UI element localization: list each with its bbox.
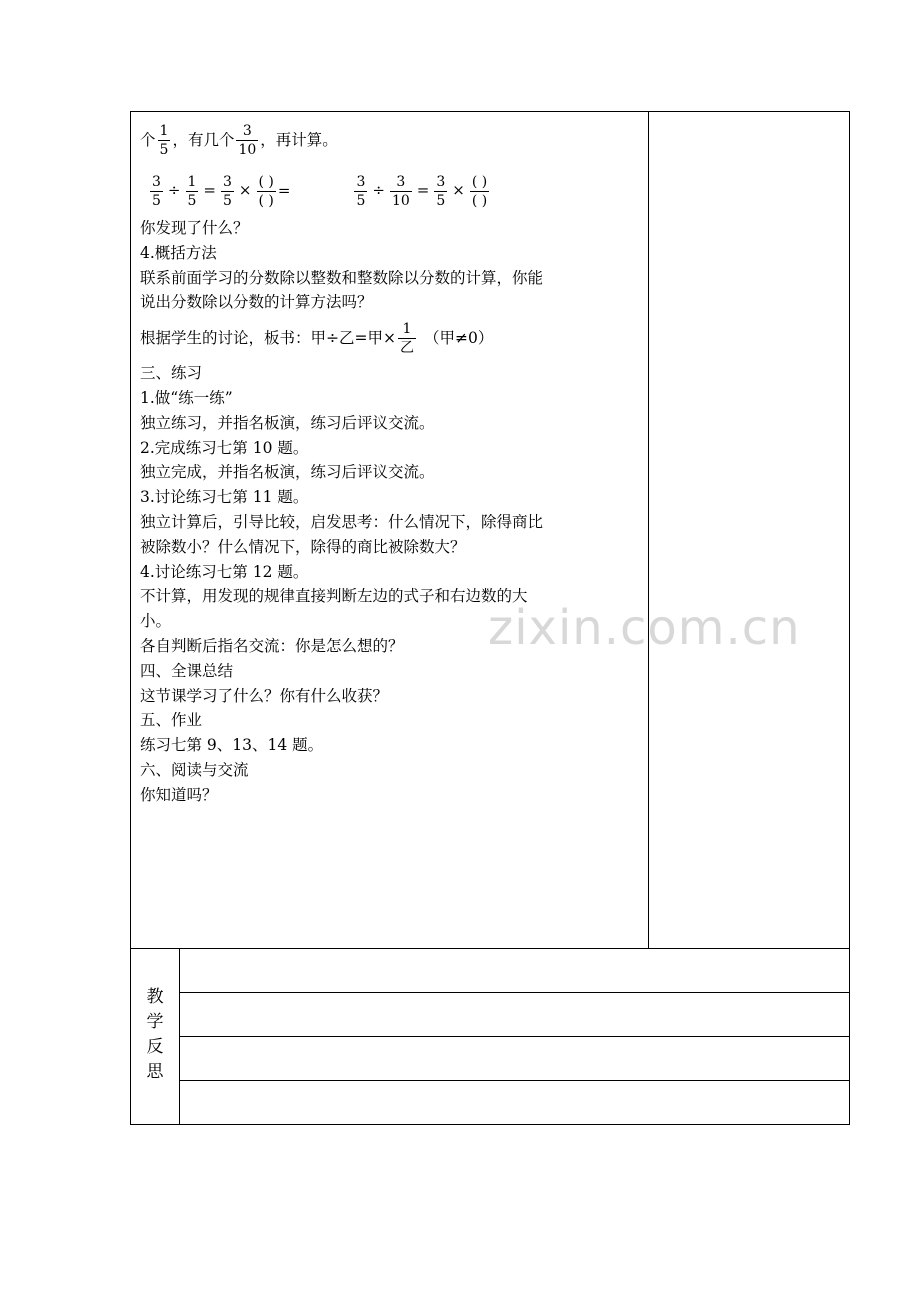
reflection-line-3 — [179, 1080, 849, 1081]
table-border-bottom — [130, 1124, 850, 1125]
text-line: 独立计算后，引导比较，启发思考：什么情况下，除得商比 — [140, 512, 544, 531]
text-line: 这节课学习了什么？你有什么收获？ — [140, 686, 389, 705]
text-line: 四、全课总结 — [140, 661, 234, 680]
text-line: 1.做“练一练” — [140, 388, 233, 407]
fraction: $\frac{3}{5}$ — [223, 173, 232, 209]
fraction: $\frac{3}{10}$ — [238, 122, 257, 158]
fraction: $\frac{1}{5}$ — [159, 122, 169, 158]
column-divider — [648, 111, 649, 948]
fraction: $\frac{1}{\text{乙}}$ — [399, 320, 414, 356]
equation-2: $\frac{3}{5}$ ÷ $\frac{3}{10}$ = $\frac{3}{5}$ × $\frac{( )}{( )}$ — [356, 173, 488, 209]
fraction: $\frac{3}{5}$ — [152, 173, 161, 209]
fraction: $\frac{3}{5}$ — [436, 173, 446, 209]
table-border-left — [130, 111, 131, 1125]
text-line: 2.完成练习七第 10 题。 — [140, 438, 309, 457]
text-line: 小。 — [140, 612, 172, 631]
equation-1: $\frac{3}{5}$ ÷ $\frac{1}{5}$ = $\frac{3}{5}$ × $\frac{( )}{( )}$ = — [152, 173, 291, 209]
text-line: 被除数小？什么情况下，除得的商比被除数大？ — [140, 537, 466, 556]
rule-line — [140, 315, 640, 361]
fraction: $\frac{1}{5}$ — [187, 173, 197, 209]
equations-row — [140, 166, 640, 216]
table-border-top — [130, 111, 850, 112]
text-line: 五、作业 — [140, 711, 203, 730]
blank-fraction: $\frac{( )}{( )}$ — [258, 173, 274, 209]
watermark: zixin.com.cn — [488, 600, 801, 656]
text-line: 独立完成，并指名板演，练习后评议交流。 — [140, 463, 435, 482]
text-line: 联系前面学习的分数除以整数和整数除以分数的计算，你能 — [140, 268, 544, 287]
text-line: 六、阅读与交流 — [140, 760, 249, 779]
text-line: 不计算，用发现的规律直接判断左边的式子和右边数的大 — [140, 587, 528, 606]
line-count-fractions — [140, 114, 640, 166]
reflection-line-1 — [179, 992, 849, 993]
text-line: 4.概括方法 — [140, 243, 217, 262]
text-segment: 根据学生的讨论，板书：甲÷乙=甲× — [140, 328, 396, 347]
blank-fraction: $\frac{( )}{( )}$ — [471, 173, 488, 209]
text-segment: ，再计算。 — [260, 130, 338, 149]
text-line: 你知道吗？ — [140, 785, 218, 804]
text-line: 你发现了什么？ — [140, 219, 249, 237]
table-border-right — [849, 111, 850, 1125]
text-line: 说出分数除以分数的计算方法吗？ — [140, 293, 373, 312]
fraction: $\frac{3}{10}$ — [391, 173, 410, 209]
text-line: 练习七第 9、13、14 题。 — [140, 736, 324, 755]
text-segment: ，有几个 — [172, 130, 235, 149]
fraction: $\frac{3}{5}$ — [356, 173, 366, 209]
lesson-content — [140, 114, 640, 808]
text-line: 三、练习 — [140, 364, 203, 383]
text-segment: （甲≠0） — [423, 328, 494, 347]
reflection-label: 教 学 反 思 — [146, 987, 164, 1082]
section-divider — [130, 948, 850, 949]
text-line: 3.讨论练习七第 11 题。 — [140, 488, 309, 507]
text-line: 各自判断后指名交流：你是怎么想的？ — [140, 636, 404, 655]
text-line: 独立练习，并指名板演，练习后评议交流。 — [140, 413, 435, 432]
reflection-line-2 — [179, 1036, 849, 1037]
text-segment: 个 — [140, 130, 156, 149]
text-line: 4.讨论练习七第 12 题。 — [140, 562, 309, 581]
